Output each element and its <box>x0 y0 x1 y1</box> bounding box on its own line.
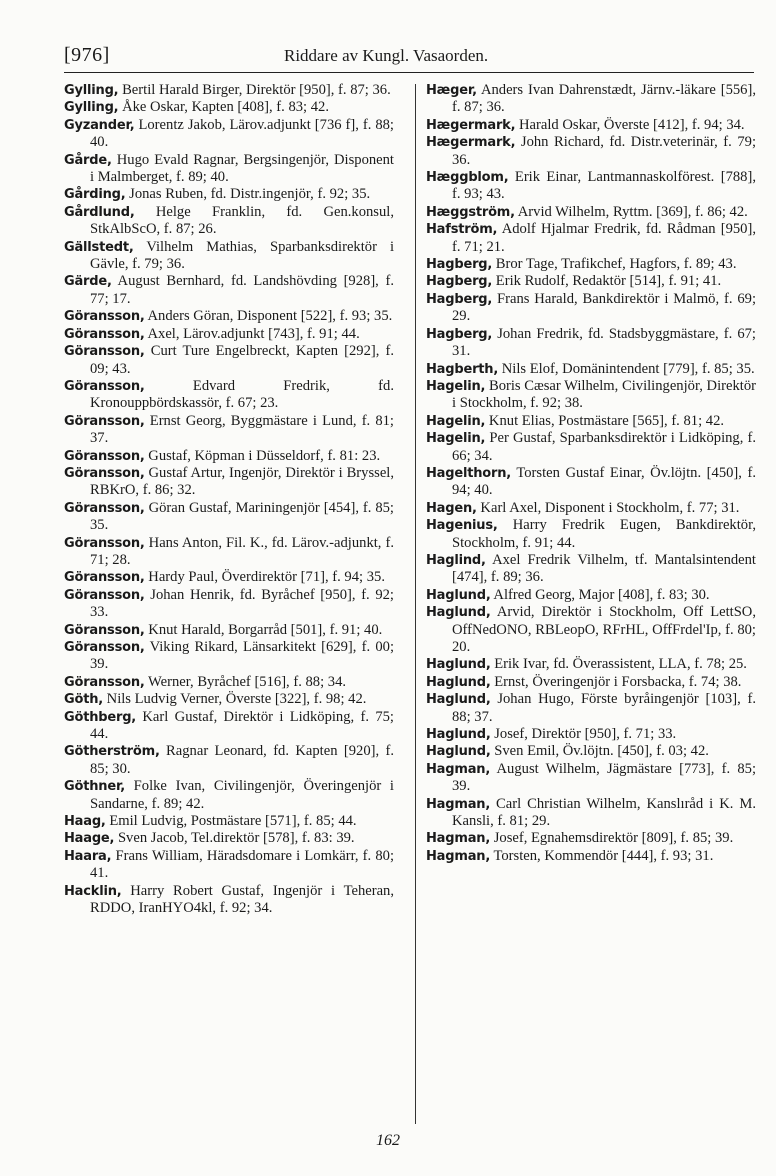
entry-details: Josef, Egnahemsdirektör [809], f. 85; 39. <box>490 830 734 847</box>
entry-details: Anders Ivan Dahrenstædt, Järnv.-läkare [556], f. 87; 36. <box>452 82 756 116</box>
register-entry <box>426 117 756 134</box>
entry-details: Johan Fredrik, fd. Stadsbyggmästare, f. 67; 31. <box>452 325 756 360</box>
entry-details: Harry Fredrik Eugen, Bankdirektör, Stockholm, f. 91; 44. <box>452 517 756 551</box>
entry-surname: Göransson, <box>64 378 145 394</box>
register-entry <box>426 743 756 760</box>
entry-surname: Hagman, <box>426 761 491 777</box>
entry-details: Erik Ivar, fd. Överassistent, LLA, f. 78; 25. <box>490 656 747 673</box>
entry-surname: Göransson, <box>64 570 145 586</box>
page-footer-number: 162 <box>376 1132 400 1149</box>
register-entry <box>426 169 756 204</box>
entry-details: Arvid Wilhelm, Ryttm. [369], f. 86; 42. <box>514 203 748 220</box>
entry-surname: Haglund, <box>426 727 491 743</box>
entry-surname: Hagelin, <box>426 431 486 447</box>
entry-details: Bror Tage, Trafikchef, Hagfors, f. 89; 43. <box>492 256 737 273</box>
entry-surname: Haglund, <box>426 674 491 690</box>
entry-details: Knut Harald, Borgarråd [501], f. 91; 40. <box>144 621 383 638</box>
register-entry <box>426 273 756 290</box>
entry-surname: Göransson, <box>64 622 145 638</box>
entry-details: Johan Hugo, Förste byråingenjör [103], f. 88; 37. <box>452 691 756 725</box>
register-entry <box>64 569 394 586</box>
entry-details: Arvid, Direktör i Stockholm, Off LettSO, OffNedONO, RBLeopO, RFrHL, OffFrdel'Ip, f. 80; 20. <box>452 604 756 655</box>
entry-surname: Gårding, <box>64 187 126 203</box>
register-entry <box>64 743 394 778</box>
register-entry <box>426 830 756 847</box>
page-number: [976] <box>64 44 110 66</box>
page-header <box>64 40 754 73</box>
register-entry <box>64 239 394 274</box>
entry-details: Ragnar Leonard, fd. Kapten [920], f. 85; 30. <box>90 743 394 777</box>
entry-details: Lorentz Jakob, Lärov.adjunkt [736 f], f. 88; 40. <box>90 116 394 151</box>
register-entry <box>426 204 756 221</box>
entry-details: Frans Harald, Bankdirektör i Malmö, f. 69; 29. <box>452 290 756 325</box>
entry-details: Werner, Byråchef [516], f. 88; 34. <box>144 673 347 690</box>
entry-surname: Göransson, <box>64 448 145 464</box>
entry-surname: Hagelthorn, <box>426 465 512 481</box>
register-entry <box>426 221 756 256</box>
register-entry <box>426 465 756 500</box>
register-entry <box>64 535 394 570</box>
entry-details: Vilhelm Mathias, Sparbanksdirektör i Gävle, f. 79; 36. <box>90 238 394 273</box>
entry-surname: Göransson, <box>64 344 145 360</box>
entry-details: Torsten, Kommendör [444], f. 93; 31. <box>490 847 714 864</box>
entry-surname: Gylling, <box>64 83 119 98</box>
entry-details: Sven Jacob, Tel.direktör [578], f. 83: 39. <box>114 830 355 847</box>
register-entry <box>426 361 756 378</box>
entry-details: Erik Einar, Lantmannaskolförest. [788], f. 93; 43. <box>452 169 756 203</box>
entry-details: August Bernhard, fd. Landshövding [928], f. 77; 17. <box>90 273 394 307</box>
entry-surname: Hagman, <box>426 796 491 812</box>
register-entry <box>64 204 394 239</box>
register-entry <box>426 256 756 273</box>
column-divider <box>415 84 416 1124</box>
register-entry <box>64 308 394 325</box>
entry-surname: Göthberg, <box>64 709 137 725</box>
entry-surname: Haage, <box>64 831 115 847</box>
entry-surname: Hagelin, <box>426 378 486 394</box>
register-entry <box>426 552 756 587</box>
entry-surname: Hagelin, <box>426 413 486 429</box>
register-entry <box>64 152 394 187</box>
entry-surname: Gyzander, <box>64 117 135 133</box>
left-column <box>64 82 394 918</box>
entry-surname: Hægermark, <box>426 135 516 151</box>
entry-surname: Göthner, <box>64 779 125 795</box>
entry-details: Göran Gustaf, Mariningenjör [454], f. 85; 35. <box>90 499 394 534</box>
entry-details: Nils Ludvig Verner, Överste [322], f. 98; 42. <box>103 691 367 708</box>
register-entry <box>426 291 756 326</box>
register-entry <box>64 378 394 413</box>
entry-surname: Haglund, <box>426 605 491 621</box>
register-entry <box>426 413 756 430</box>
register-entry <box>64 465 394 500</box>
entry-surname: Hagberg, <box>426 274 493 290</box>
entry-details: Folke Ivan, Civilingenjör, Överingenjör i Sandarne, f. 89; 42. <box>90 778 394 812</box>
register-entry <box>426 587 756 604</box>
register-entry <box>426 430 756 465</box>
register-entry <box>64 500 394 535</box>
entry-details: Karl Axel, Disponent i Stockholm, f. 77; 31. <box>476 499 740 516</box>
entry-surname: Göransson, <box>64 413 145 429</box>
register-entry <box>426 604 756 656</box>
entry-surname: Hæger, <box>426 83 477 98</box>
register-entry <box>64 709 394 744</box>
entry-details: Carl Christian Wilhelm, Kanslıråd i K. M. Kansli, f. 81; 29. <box>452 795 756 830</box>
entry-details: Harald Oskar, Överste [412], f. 94; 34. <box>515 116 745 133</box>
entry-details: Josef, Direktör [950], f. 71; 33. <box>490 726 677 743</box>
entry-details: Gustaf, Köpman i Düsseldorf, f. 81: 23. <box>144 447 381 464</box>
entry-surname: Hagberth, <box>426 361 499 377</box>
entry-details: Boris Cæsar Wilhelm, Civilingenjör, Direktör i Stockholm, f. 92; 38. <box>452 377 756 412</box>
entry-surname: Göransson, <box>64 326 145 342</box>
entry-surname: Hæggström, <box>426 204 515 220</box>
entry-details: Erik Rudolf, Redaktör [514], f. 91; 41. <box>492 273 722 290</box>
register-entry <box>426 82 756 117</box>
register-entry <box>426 517 756 552</box>
entry-details: Karl Gustaf, Direktör i Lidköping, f. 75; 44. <box>90 708 394 743</box>
entry-details: Ernst Georg, Byggmästare i Lund, f. 81; 37. <box>90 412 394 447</box>
entry-details: Axel, Lärov.adjunkt [743], f. 91; 44. <box>144 325 360 342</box>
entry-details: Harry Robert Gustaf, Ingenjör i Teheran, RDDO, IranHYO4kl, f. 92; 34. <box>90 882 394 917</box>
entry-surname: Göransson, <box>64 535 145 551</box>
register-entry <box>426 326 756 361</box>
register-entry <box>426 656 756 673</box>
entry-details: Bertil Harald Birger, Direktör [950], f. 87; 36. <box>118 82 391 98</box>
entry-details: Åke Oskar, Kapten [408], f. 83; 42. <box>118 99 329 116</box>
entry-details: Nils Elof, Domänintendent [779], f. 85; 35. <box>498 360 755 377</box>
entry-surname: Haglund, <box>426 587 491 603</box>
register-entry <box>64 778 394 813</box>
entry-details: Jonas Ruben, fd. Distr.ingenjör, f. 92; 35. <box>125 186 371 203</box>
register-entry <box>426 726 756 743</box>
entry-details: John Richard, fd. Distr.veterinär, f. 79; 36. <box>452 134 756 168</box>
register-entry <box>64 883 394 918</box>
entry-details: Frans William, Häradsdomare i Lomkärr, f. 80; 41. <box>90 847 394 882</box>
register-entry <box>426 796 756 831</box>
entry-surname: Hagman, <box>426 848 491 864</box>
register-entry <box>64 273 394 308</box>
entry-surname: Haglund, <box>426 692 491 708</box>
register-entry <box>426 848 756 865</box>
entry-surname: Gårdlund, <box>64 204 135 220</box>
register-entry <box>64 326 394 343</box>
register-entry <box>426 674 756 691</box>
entry-surname: Haglund, <box>426 657 491 673</box>
register-entry <box>426 500 756 517</box>
entry-details: Helge Franklin, fd. Gen.konsul, StkAlbScO, f. 87; 26. <box>90 203 394 238</box>
entry-surname: Göransson, <box>64 674 145 690</box>
register-entry <box>426 761 756 796</box>
entry-surname: Haglund, <box>426 744 491 760</box>
register-entry <box>64 117 394 152</box>
entry-details: Edvard Fredrik, fd. Kronouppbördskassör, f. 67; 23. <box>90 377 394 412</box>
entry-surname: Göransson, <box>64 587 145 603</box>
entry-details: Johan Henrik, fd. Byråchef [950], f. 92; 33. <box>90 586 394 621</box>
register-entry <box>426 134 756 169</box>
entry-surname: Göransson, <box>64 640 145 655</box>
register-entry <box>64 674 394 691</box>
register-entry <box>64 587 394 622</box>
entry-surname: Gällstedt, <box>64 239 134 255</box>
entry-details: Ernst, Överingenjör i Forsbacka, f. 74; 38. <box>490 673 742 690</box>
entry-details: Axel Fredrik Vilhelm, tf. Mantalsintendent [474], f. 89; 36. <box>452 551 756 586</box>
right-column <box>426 82 756 865</box>
entry-details: Sven Emil, Öv.löjtn. [450], f. 03; 42. <box>490 743 709 760</box>
register-entry <box>64 413 394 448</box>
register-entry <box>64 99 394 116</box>
entry-details: Curt Ture Engelbreckt, Kapten [292], f. 09; 43. <box>90 343 394 377</box>
entry-surname: Gårde, <box>64 152 112 168</box>
entry-surname: Hagman, <box>426 831 491 847</box>
register-entry <box>64 186 394 203</box>
register-entry <box>64 622 394 639</box>
page-title: Riddare av Kungl. Vasaorden. <box>284 46 489 65</box>
entry-surname: Haag, <box>64 814 106 830</box>
register-entry <box>64 639 394 674</box>
register-entry <box>426 378 756 413</box>
entry-details: August Wilhelm, Jägmästare [773], f. 85; 39. <box>452 760 756 795</box>
register-entry <box>64 830 394 847</box>
entry-details: Torsten Gustaf Einar, Öv.löjtn. [450], f. 94; 40. <box>452 464 756 499</box>
entry-surname: Hæggblom, <box>426 170 509 186</box>
register-entry <box>64 813 394 830</box>
entry-surname: Hacklin, <box>64 883 122 899</box>
entry-surname: Gärde, <box>64 274 112 290</box>
entry-surname: Göransson, <box>64 465 145 481</box>
register-entry <box>426 691 756 726</box>
entry-surname: Hagberg, <box>426 291 493 307</box>
register-entry <box>64 343 394 378</box>
register-entry <box>64 848 394 883</box>
entry-surname: Hagenius, <box>426 518 498 534</box>
entry-details: Hugo Evald Ragnar, Bergsingenjör, Disponent i Malmberget, f. 89; 40. <box>90 151 394 186</box>
entry-details: Adolf Hjalmar Fredrik, fd. Rådman [950], f. 71; 21. <box>452 221 756 255</box>
entry-surname: Hagberg, <box>426 257 493 273</box>
entry-surname: Haglind, <box>426 552 486 568</box>
entry-details: Anders Göran, Disponent [522], f. 93; 35. <box>144 308 393 325</box>
entry-surname: Göransson, <box>64 500 145 516</box>
entry-details: Viking Rikard, Länsarkitekt [629], f. 00; 39. <box>90 639 394 673</box>
register-entry <box>64 691 394 708</box>
entry-surname: Haara, <box>64 848 112 864</box>
entry-details: Per Gustaf, Sparbanksdirektör i Lidköping, f. 66; 34. <box>452 430 756 464</box>
entry-details: Hardy Paul, Överdirektör [71], f. 94; 35. <box>144 569 385 586</box>
entry-surname: Gylling, <box>64 100 119 116</box>
entry-details: Emil Ludvig, Postmästare [571], f. 85; 44. <box>105 813 357 830</box>
entry-surname: Hafström, <box>426 222 498 238</box>
entry-surname: Hagen, <box>426 500 477 516</box>
entry-surname: Göth, <box>64 692 104 708</box>
entry-surname: Göransson, <box>64 309 145 325</box>
entry-details: Knut Elias, Postmästare [565], f. 81; 42. <box>485 412 725 429</box>
entry-details: Alfred Georg, Major [408], f. 83; 30. <box>490 586 710 603</box>
entry-details: Hans Anton, Fil. K., fd. Lärov.-adjunkt, f. 71; 28. <box>90 534 394 568</box>
entry-details: Gustaf Artur, Ingenjör, Direktör i Bryssel, RBKrO, f. 86; 32. <box>90 464 394 499</box>
register-entry <box>64 82 394 99</box>
entry-surname: Hagberg, <box>426 326 493 342</box>
entry-surname: Hægermark, <box>426 117 516 133</box>
register-entry <box>64 448 394 465</box>
entry-surname: Götherström, <box>64 744 160 760</box>
